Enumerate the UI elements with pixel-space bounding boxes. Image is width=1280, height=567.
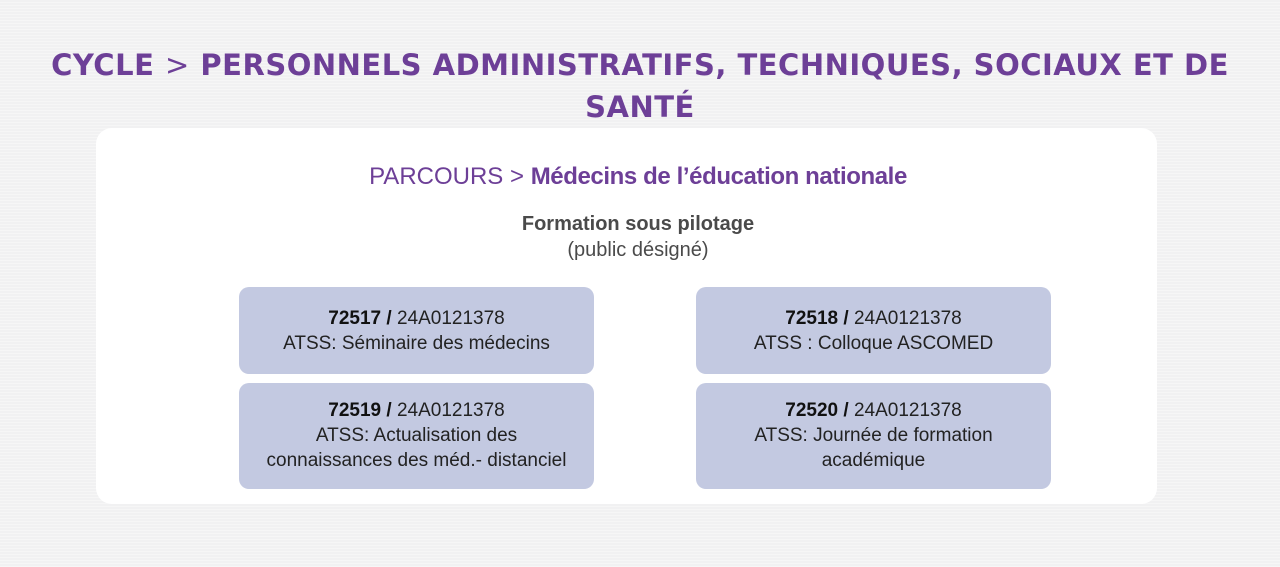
module-code: 72518 [785, 308, 839, 329]
module-card-72520[interactable] [696, 383, 1051, 489]
module-slash: / [386, 308, 392, 329]
parcours-heading [96, 162, 1180, 192]
page-title-line-1 [40, 44, 1240, 86]
module-id-line [696, 398, 1051, 423]
parcours-name: Médecins de l’éducation nationale [530, 163, 907, 190]
module-label-line-1: ATSS: Journée de formation [754, 425, 993, 446]
module-card-72519[interactable] [239, 383, 594, 489]
module-id-line [239, 398, 594, 423]
module-reference: 24A0121378 [396, 308, 505, 329]
cycle-name-line-2: SANTÉ [585, 90, 695, 124]
title-separator: > [165, 48, 190, 82]
module-id-line [239, 306, 594, 331]
module-label-line-2: connaissances des méd.- distanciel [266, 450, 567, 471]
page-title [40, 44, 1240, 128]
module-slash: / [843, 400, 849, 421]
module-reference: 24A0121378 [853, 308, 962, 329]
module-code: 72519 [328, 400, 382, 421]
module-label-line-1: ATSS: Actualisation des [315, 425, 518, 446]
module-reference: 24A0121378 [853, 400, 962, 421]
formation-type [96, 211, 1180, 263]
module-reference: 24A0121378 [396, 400, 505, 421]
module-slash: / [843, 308, 849, 329]
page-title-line-2 [40, 86, 1240, 128]
module-label: ATSS: Séminaire des médecins [283, 333, 550, 354]
module-label: ATSS : Colloque ASCOMED [753, 333, 994, 354]
module-card-72517[interactable] [239, 287, 594, 374]
module-code: 72520 [785, 400, 839, 421]
module-label-line-2: académique [821, 450, 926, 471]
cycle-name-line-1: PERSONNELS ADMINISTRATIFS, TECHNIQUES, SOCIAUX ET DE [200, 48, 1229, 82]
cycle-prefix: CYCLE [51, 48, 155, 82]
parcours-separator: > [510, 163, 525, 190]
parcours-prefix: PARCOURS [369, 163, 504, 190]
module-id-line [696, 306, 1051, 331]
module-slash: / [386, 400, 392, 421]
formation-subtitle: (public désigné) [567, 239, 709, 261]
formation-title: Formation sous pilotage [521, 213, 755, 235]
module-card-72518[interactable] [696, 287, 1051, 374]
module-code: 72517 [328, 308, 382, 329]
